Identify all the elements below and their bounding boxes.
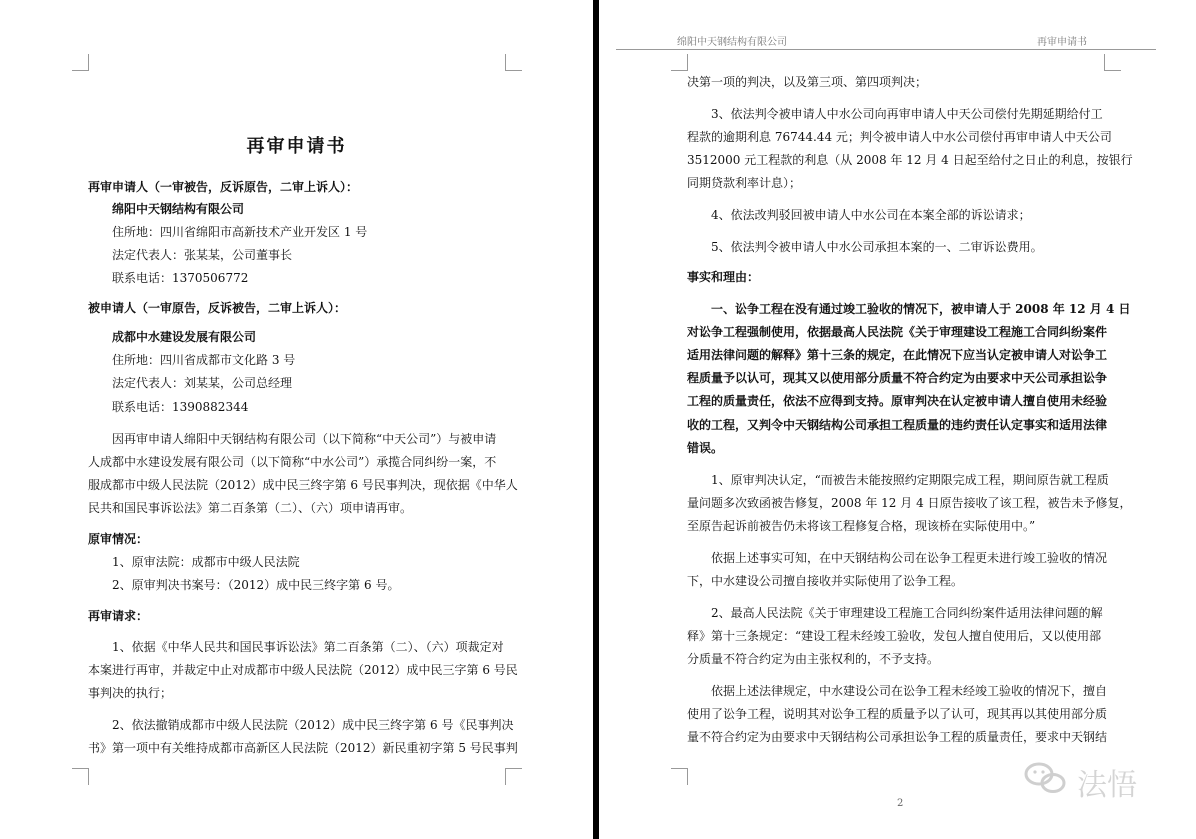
- text-line: 事实和理由：: [687, 270, 760, 284]
- text-line: 再审申请人（一审被告，反诉原告，二审上诉人）：: [88, 180, 359, 194]
- text-line: 至原告起诉前被告仍未将该工程修复合格，现该桥在实际使用中。”: [687, 519, 1036, 533]
- text-line: 对讼争工程强制使用，依据最高人民法院《关于审理建设工程施工合同纠纷案件: [687, 325, 1108, 339]
- text-line: 民共和国民事诉讼法》第二百条第（二）、（六）项申请再审。: [88, 501, 413, 515]
- text-line: 被申请人（一审原告，反诉被告，二审上诉人）：: [88, 301, 347, 315]
- page-number: 2: [897, 798, 904, 809]
- text-line: 本案进行再审，并裁定中止对成都市中级人民法院（2012）成中民三字第 6 号民: [88, 663, 518, 677]
- text-line: 1、原审法院：成都市中级人民法院: [112, 555, 300, 569]
- text-line: 4、依法改判驳回被申请人中水公司在本案全部的诉讼请求；: [711, 208, 1031, 222]
- document-title: 再审申请书: [246, 136, 347, 157]
- text-line: 决第一项的判决，以及第三项、第四项判决；: [687, 75, 928, 89]
- text-line: 成都中水建设发展有限公司: [112, 330, 257, 344]
- text-line: 工程的质量责任，依法不应得到支持。原审判决在认定被申请人擅自使用未经验: [687, 394, 1108, 408]
- text-line: 书》第一项中有关维持成都市高新区人民法院（2012）新民重初字第 5 号民事判: [88, 741, 518, 755]
- text-line: 住所地：四川省成都市文化路 3 号: [112, 353, 296, 367]
- text-line: 依据上述法律规定，中水建设公司在讼争工程未经竣工验收的情况下，擅自: [711, 684, 1108, 698]
- document-page-1: [0, 0, 593, 839]
- margin-mark-bottom-left: [72, 768, 89, 785]
- text-line: 法定代表人：刘某某，公司总经理: [112, 376, 293, 390]
- text-line: 依据上述事实可知，在中天钢结构公司在讼争工程更未进行竣工验收的情况: [711, 551, 1108, 565]
- text-line: 事判决的执行；: [88, 686, 173, 700]
- margin-mark-top-left: [72, 54, 89, 71]
- text-line: 2、最高人民法院《关于审理建设工程施工合同纠纷案件适用法律问题的解: [711, 606, 1103, 620]
- text-line: 程款的逾期利息 76744.44 元；判令被申请人中水公司偿付再审申请人中天公司: [687, 130, 1112, 144]
- text-line: 原审情况：: [88, 532, 149, 546]
- text-line: 人成都中水建设发展有限公司（以下简称“中水公司”）承揽合同纠纷一案，不: [88, 455, 497, 469]
- text-line: 分质量不符合约定为由主张权利的，不予支持。: [687, 652, 940, 666]
- margin-mark-top-right: [505, 54, 522, 71]
- watermark-text: 法悟: [1077, 768, 1137, 803]
- text-line: 3、依法判令被申请人中水公司向再审申请人中天公司偿付先期延期给付工: [711, 107, 1103, 121]
- text-line: 法定代表人：张某某，公司董事长: [112, 248, 293, 262]
- text-line: 因再审申请人绵阳中天钢结构有限公司（以下简称“中天公司”）与被申请: [112, 432, 497, 446]
- margin-mark-top-right: [1104, 54, 1121, 71]
- text-line: 2、原审判决书案号：（2012）成中民三终字第 6 号。: [112, 578, 400, 592]
- header-doc-title: 再审申请书: [1037, 37, 1087, 48]
- text-line: 一、讼争工程在没有通过竣工验收的情况下，被申请人于 2008 年 12 月 4 日: [711, 302, 1131, 316]
- text-line: 3512000 元工程款的利息（从 2008 年 12 月 4 日起至给付之日止的利息，按银行: [687, 153, 1133, 167]
- header-rule: [616, 49, 1156, 50]
- margin-mark-top-left: [671, 54, 688, 71]
- text-line: 住所地：四川省绵阳市高新技术产业开发区 1 号: [112, 225, 368, 239]
- text-line: 1、依据《中华人民共和国民事诉讼法》第二百条第（二）、（六）项裁定对: [112, 640, 504, 654]
- text-line: 收的工程，又判令中天钢结构公司承担工程质量的违约责任认定事实和适用法律: [687, 418, 1108, 432]
- text-line: 适用法律问题的解释》第十三条的规定，在此情况下应当认定被申请人对讼争工: [687, 348, 1108, 362]
- header-company: 绵阳中天钢结构有限公司: [677, 37, 787, 48]
- text-line: 服成都市中级人民法院（2012）成中民三终字第 6 号民事判决，现依据《中华人: [88, 478, 518, 492]
- text-line: 量问题多次致函被告修复，2008 年 12 月 4 日原告接收了该工程，被告未予修复，: [687, 496, 1132, 510]
- text-line: 联系电话：1390882344: [112, 400, 249, 414]
- text-line: 联系电话：1370506772: [112, 271, 249, 285]
- margin-mark-bottom-left: [671, 768, 688, 785]
- text-line: 下，中水建设公司擅自接收并实际使用了讼争工程。: [687, 574, 964, 588]
- text-line: 绵阳中天钢结构有限公司: [112, 202, 245, 216]
- text-line: 1、原审判决认定，“而被告未能按照约定期限完成工程，期间原告就工程质: [711, 473, 1109, 487]
- margin-mark-bottom-right: [505, 768, 522, 785]
- text-line: 量不符合约定为由要求中天钢结构公司承担讼争工程的质量责任，要求中天钢结: [687, 730, 1108, 744]
- document-page-2: [599, 0, 1196, 839]
- text-line: 程质量予以认可，现其又以使用部分质量不符合约定为由要求中天公司承担讼争: [687, 371, 1108, 385]
- text-line: 使用了讼争工程，说明其对讼争工程的质量予以了认可，现其再以其使用部分质: [687, 707, 1108, 721]
- text-line: 5、依法判令被申请人中水公司承担本案的一、二审诉讼费用。: [711, 240, 1043, 254]
- text-line: 错误。: [687, 441, 724, 455]
- text-line: 同期贷款利率计息）；: [687, 176, 802, 190]
- text-line: 释》第十三条规定：“建设工程未经竣工验收，发包人擅自使用后，又以使用部: [687, 629, 1102, 643]
- text-line: 再审请求：: [88, 609, 149, 623]
- text-line: 2、依法撤销成都市中级人民法院（2012）成中民三终字第 6 号《民事判决: [112, 718, 514, 732]
